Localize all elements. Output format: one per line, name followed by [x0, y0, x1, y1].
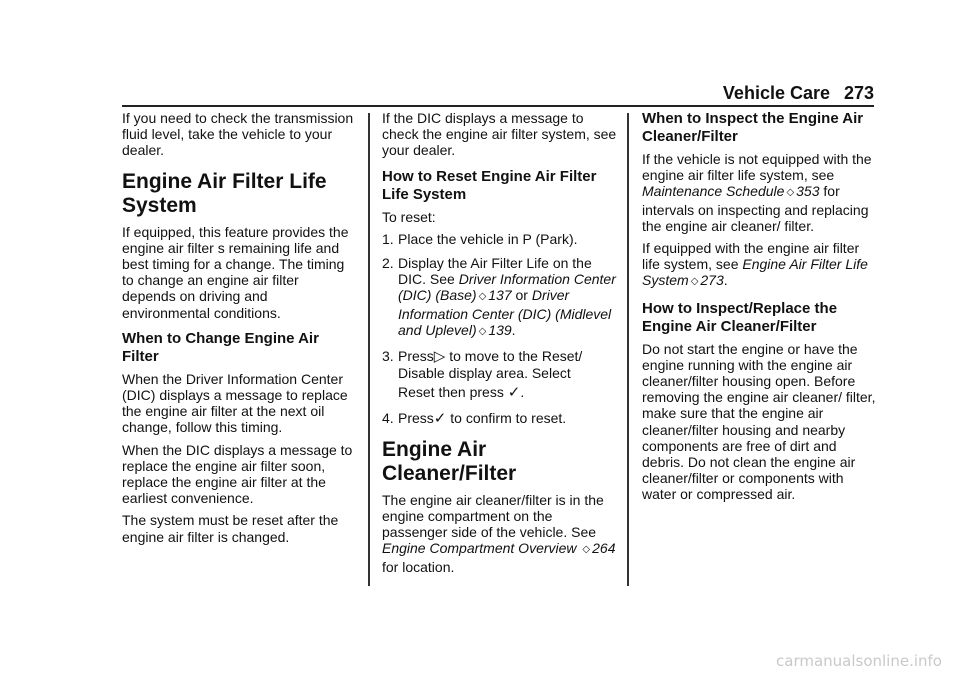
reset-steps-list: [382, 231, 618, 427]
column-left: [122, 110, 354, 551]
page-reference[interactable]: 273: [700, 272, 724, 289]
paragraph-text: for intervals on inspecting and replacing the engine air cleaner/ filter.: [642, 183, 869, 234]
step-number: 1.: [382, 230, 394, 247]
cross-reference-link[interactable]: Maintenance Schedule: [642, 183, 785, 200]
paragraph: [642, 151, 878, 234]
section-heading: Engine Air Filter Life System: [122, 169, 327, 217]
paragraph: [382, 492, 618, 575]
column-right: [642, 110, 878, 509]
section-heading: Engine Air Cleaner/Filter: [382, 437, 517, 485]
paragraph: If you need to check the transmission fluid level, take the vehicle to your dealer.: [122, 110, 354, 159]
page-reference[interactable]: 264: [592, 540, 616, 557]
step-text: or: [515, 287, 528, 304]
paragraph-text: If the vehicle is not equipped with the engine air filter life system, see: [642, 151, 872, 184]
subsection-heading: When to Change Engine Air Filter: [122, 329, 319, 365]
reference-arrow-icon: ◇: [478, 325, 487, 337]
subsection-heading: How to Inspect/Replace the Engine Air Cleaner/Filter: [642, 299, 838, 335]
reference-arrow-icon: ◇: [690, 276, 699, 288]
subsection-heading: When to Inspect the Engine Air Cleaner/Filter: [642, 110, 864, 145]
watermark: carmanualsonline.info: [776, 652, 942, 670]
step-text: to move to the Reset/ Disable display area. Select: [398, 348, 583, 382]
paragraph-text: for location.: [382, 558, 455, 575]
paragraph-text: The engine air cleaner/filter is in the engine compartment on the passenger side of the vehicle. See: [382, 491, 604, 541]
cross-reference-link[interactable]: Engine Air Filter Life System: [642, 256, 868, 289]
checkmark-button-icon: ✓: [507, 384, 521, 402]
list-item: 3. Press▷ to move to the Reset/ Disable display area. Select Reset then press ✓.: [382, 348, 583, 402]
page-number: 273: [843, 83, 874, 103]
page-reference[interactable]: 139: [488, 321, 512, 338]
cross-reference-link[interactable]: Driver Information Center (DIC) (Midlevel and Uplevel): [398, 287, 612, 338]
page-reference[interactable]: 353: [796, 183, 820, 200]
section-title: Vehicle Care: [722, 83, 830, 103]
header-rule: [122, 105, 874, 107]
reference-arrow-icon: ◇: [786, 187, 795, 199]
paragraph: If equipped, this feature provides the engine air filter s remaining life and best timing for a change. The timing to change an engine air filter depends on driving and environmental conditions.: [122, 223, 349, 321]
checkmark-button-icon: ✓: [433, 409, 447, 427]
step-text: Place the vehicle in P (Park).: [398, 230, 578, 247]
column-middle: [382, 110, 618, 581]
reference-arrow-icon: ◇: [582, 544, 591, 556]
list-item: 2. Display the Air Filter Life on the DIC. See Driver Information Center (DIC) (Base) ◇ 137 or Driver Information Center (DIC) (Midlevel and Uplevel) ◇ 139.: [382, 255, 616, 338]
list-item: [382, 410, 618, 427]
step-text: to confirm to reset.: [450, 409, 567, 426]
column-divider: [368, 113, 370, 586]
cross-reference-link[interactable]: Driver Information Center (DIC) (Base): [398, 271, 616, 304]
paragraph: Do not start the engine or have the engine running with the engine air cleaner/filter housing open. Before removing the engine air cleaner/ filter, make sure that the engine air cleaner/filter housing and nearby components are free of dirt and debris. Do not clean the engine air cleaner/filter or components with water or compressed air.: [642, 340, 876, 503]
step-number: 3.: [382, 348, 394, 365]
paragraph-text: If equipped with the engine air filter life system, see: [642, 240, 860, 273]
paragraph: If the DIC displays a message to check the engine air filter system, see your dealer.: [382, 110, 617, 159]
paragraph: To reset:: [382, 208, 436, 225]
paragraph: The system must be reset after the engine air filter is changed.: [122, 512, 339, 545]
paragraph: If equipped with the engine air filter life system, see Engine Air Filter Life System ◇ 273.: [642, 240, 868, 289]
list-item: [382, 231, 618, 247]
step-text: Reset then press: [398, 384, 504, 401]
step-text: Press: [398, 409, 434, 426]
cross-reference-link[interactable]: Engine Compartment Overview: [382, 540, 577, 557]
step-number: 4.: [382, 409, 394, 426]
paragraph: When the DIC displays a message to replace the engine air filter soon, replace the engine air filter at the earliest convenience.: [122, 441, 353, 507]
step-number: 2.: [382, 255, 394, 272]
page-reference[interactable]: 137: [488, 287, 512, 304]
reference-arrow-icon: ◇: [478, 291, 487, 303]
step-text: Display the Air Filter Life on the DIC. See: [398, 255, 592, 288]
right-arrow-button-icon: ▷: [433, 348, 446, 366]
subsection-heading: How to Reset Engine Air Filter Life System: [382, 167, 597, 203]
step-text: Press: [398, 348, 434, 365]
page-header: [0, 83, 960, 107]
column-divider: [627, 113, 629, 586]
paragraph: When the Driver Information Center (DIC) displays a message to replace the engine air filter at the next oil change, follow this timing.: [122, 370, 348, 436]
